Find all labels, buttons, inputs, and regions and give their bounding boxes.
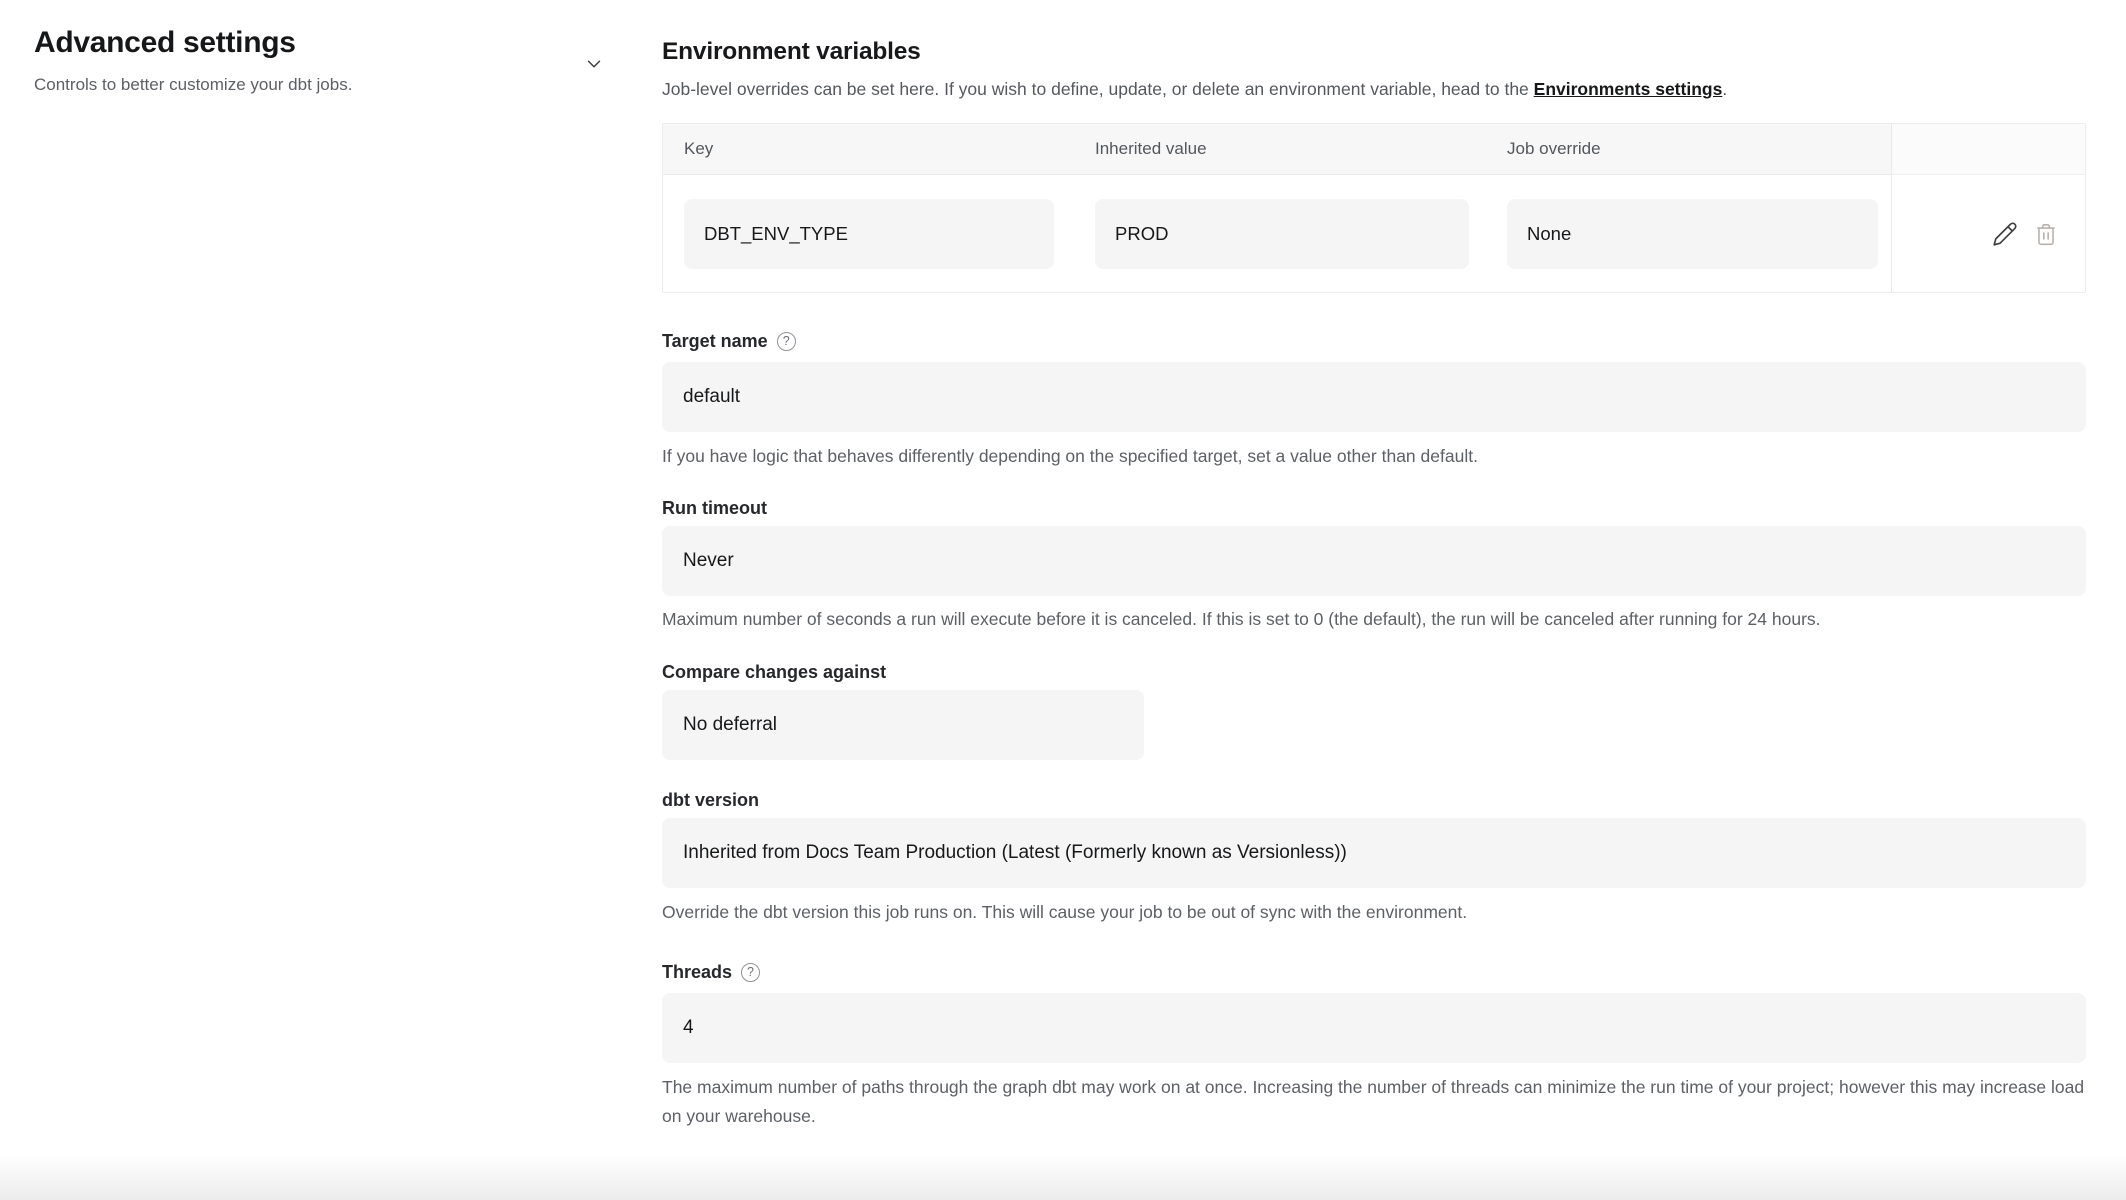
section-collapse-button[interactable]: [582, 52, 606, 76]
threads-label: Threads: [662, 962, 733, 982]
chevron-down-icon: [583, 53, 605, 75]
field-threads: [662, 961, 2086, 1131]
target-name-label: Target name: [662, 331, 768, 351]
cell-key: [663, 175, 1074, 292]
target-name-input[interactable]: default: [662, 362, 2086, 432]
env-var-job-override-value: None: [1507, 199, 1878, 269]
page-title: Advanced settings: [34, 26, 296, 59]
env-vars-table: [662, 123, 2086, 293]
page-subtitle: Controls to better customize your dbt jobs.: [34, 75, 353, 94]
table-row: [663, 175, 2085, 292]
dbt-version-helper: Override the dbt version this job runs on. This will cause your job to be out of sync with the environment.: [662, 902, 1468, 922]
environments-settings-link[interactable]: Environments settings: [1533, 79, 1723, 99]
env-var-key-value: DBT_ENV_TYPE: [684, 199, 1054, 269]
run-timeout-input[interactable]: Never: [662, 526, 2086, 596]
bottom-fade-divider: [0, 1154, 2126, 1200]
env-var-inherited-value: PROD: [1095, 199, 1469, 269]
field-dbt-version: [662, 789, 2086, 927]
delete-env-var-button[interactable]: [2033, 221, 2059, 247]
help-icon[interactable]: ?: [741, 963, 760, 982]
field-compare-changes: [662, 661, 2086, 760]
compare-changes-label: Compare changes against: [662, 662, 887, 682]
threads-helper: The maximum number of paths through the graph dbt may work on at once. Increasing the number of threads can minimize the run time of your project; however this may increase load on your warehouse.: [662, 1077, 2085, 1126]
help-icon[interactable]: ?: [777, 332, 796, 351]
column-header-key: Key: [663, 124, 1074, 175]
run-timeout-label: Run timeout: [662, 498, 767, 518]
threads-input[interactable]: 4: [662, 993, 2086, 1063]
edit-env-var-button[interactable]: [1992, 221, 2018, 247]
env-vars-description-period: .: [1722, 79, 1728, 99]
env-vars-description-text: Job-level overrides can be set here. If you wish to define, update, or delete an environment variable, head to the: [662, 79, 1534, 99]
cell-inherited-value: [1074, 175, 1486, 292]
compare-changes-select[interactable]: No deferral: [662, 690, 1144, 760]
advanced-settings-header: [34, 24, 634, 96]
field-target-name: [662, 330, 2086, 471]
target-name-helper: If you have logic that behaves differently depending on the specified target, set a value other than default.: [662, 446, 1478, 466]
column-header-actions: [1891, 124, 2085, 175]
env-vars-table-header: [663, 124, 2085, 175]
advanced-settings-form: [662, 30, 2086, 1131]
env-vars-title: Environment variables: [662, 38, 921, 65]
cell-actions: [1891, 175, 2085, 292]
trash-icon: [2033, 221, 2059, 247]
column-header-inherited-value: Inherited value: [1074, 124, 1486, 175]
env-vars-description: [662, 76, 2086, 102]
field-run-timeout: [662, 497, 2086, 634]
dbt-version-select[interactable]: Inherited from Docs Team Production (Latest (Formerly known as Versionless)): [662, 818, 2086, 888]
run-timeout-helper: Maximum number of seconds a run will execute before it is canceled. If this is set to 0 (the default), the run will be canceled after running for 24 hours.: [662, 609, 1821, 629]
column-header-job-override: Job override: [1486, 124, 1891, 175]
pencil-icon: [1992, 221, 2018, 247]
dbt-version-label: dbt version: [662, 790, 760, 810]
cell-job-override: [1486, 175, 1891, 292]
